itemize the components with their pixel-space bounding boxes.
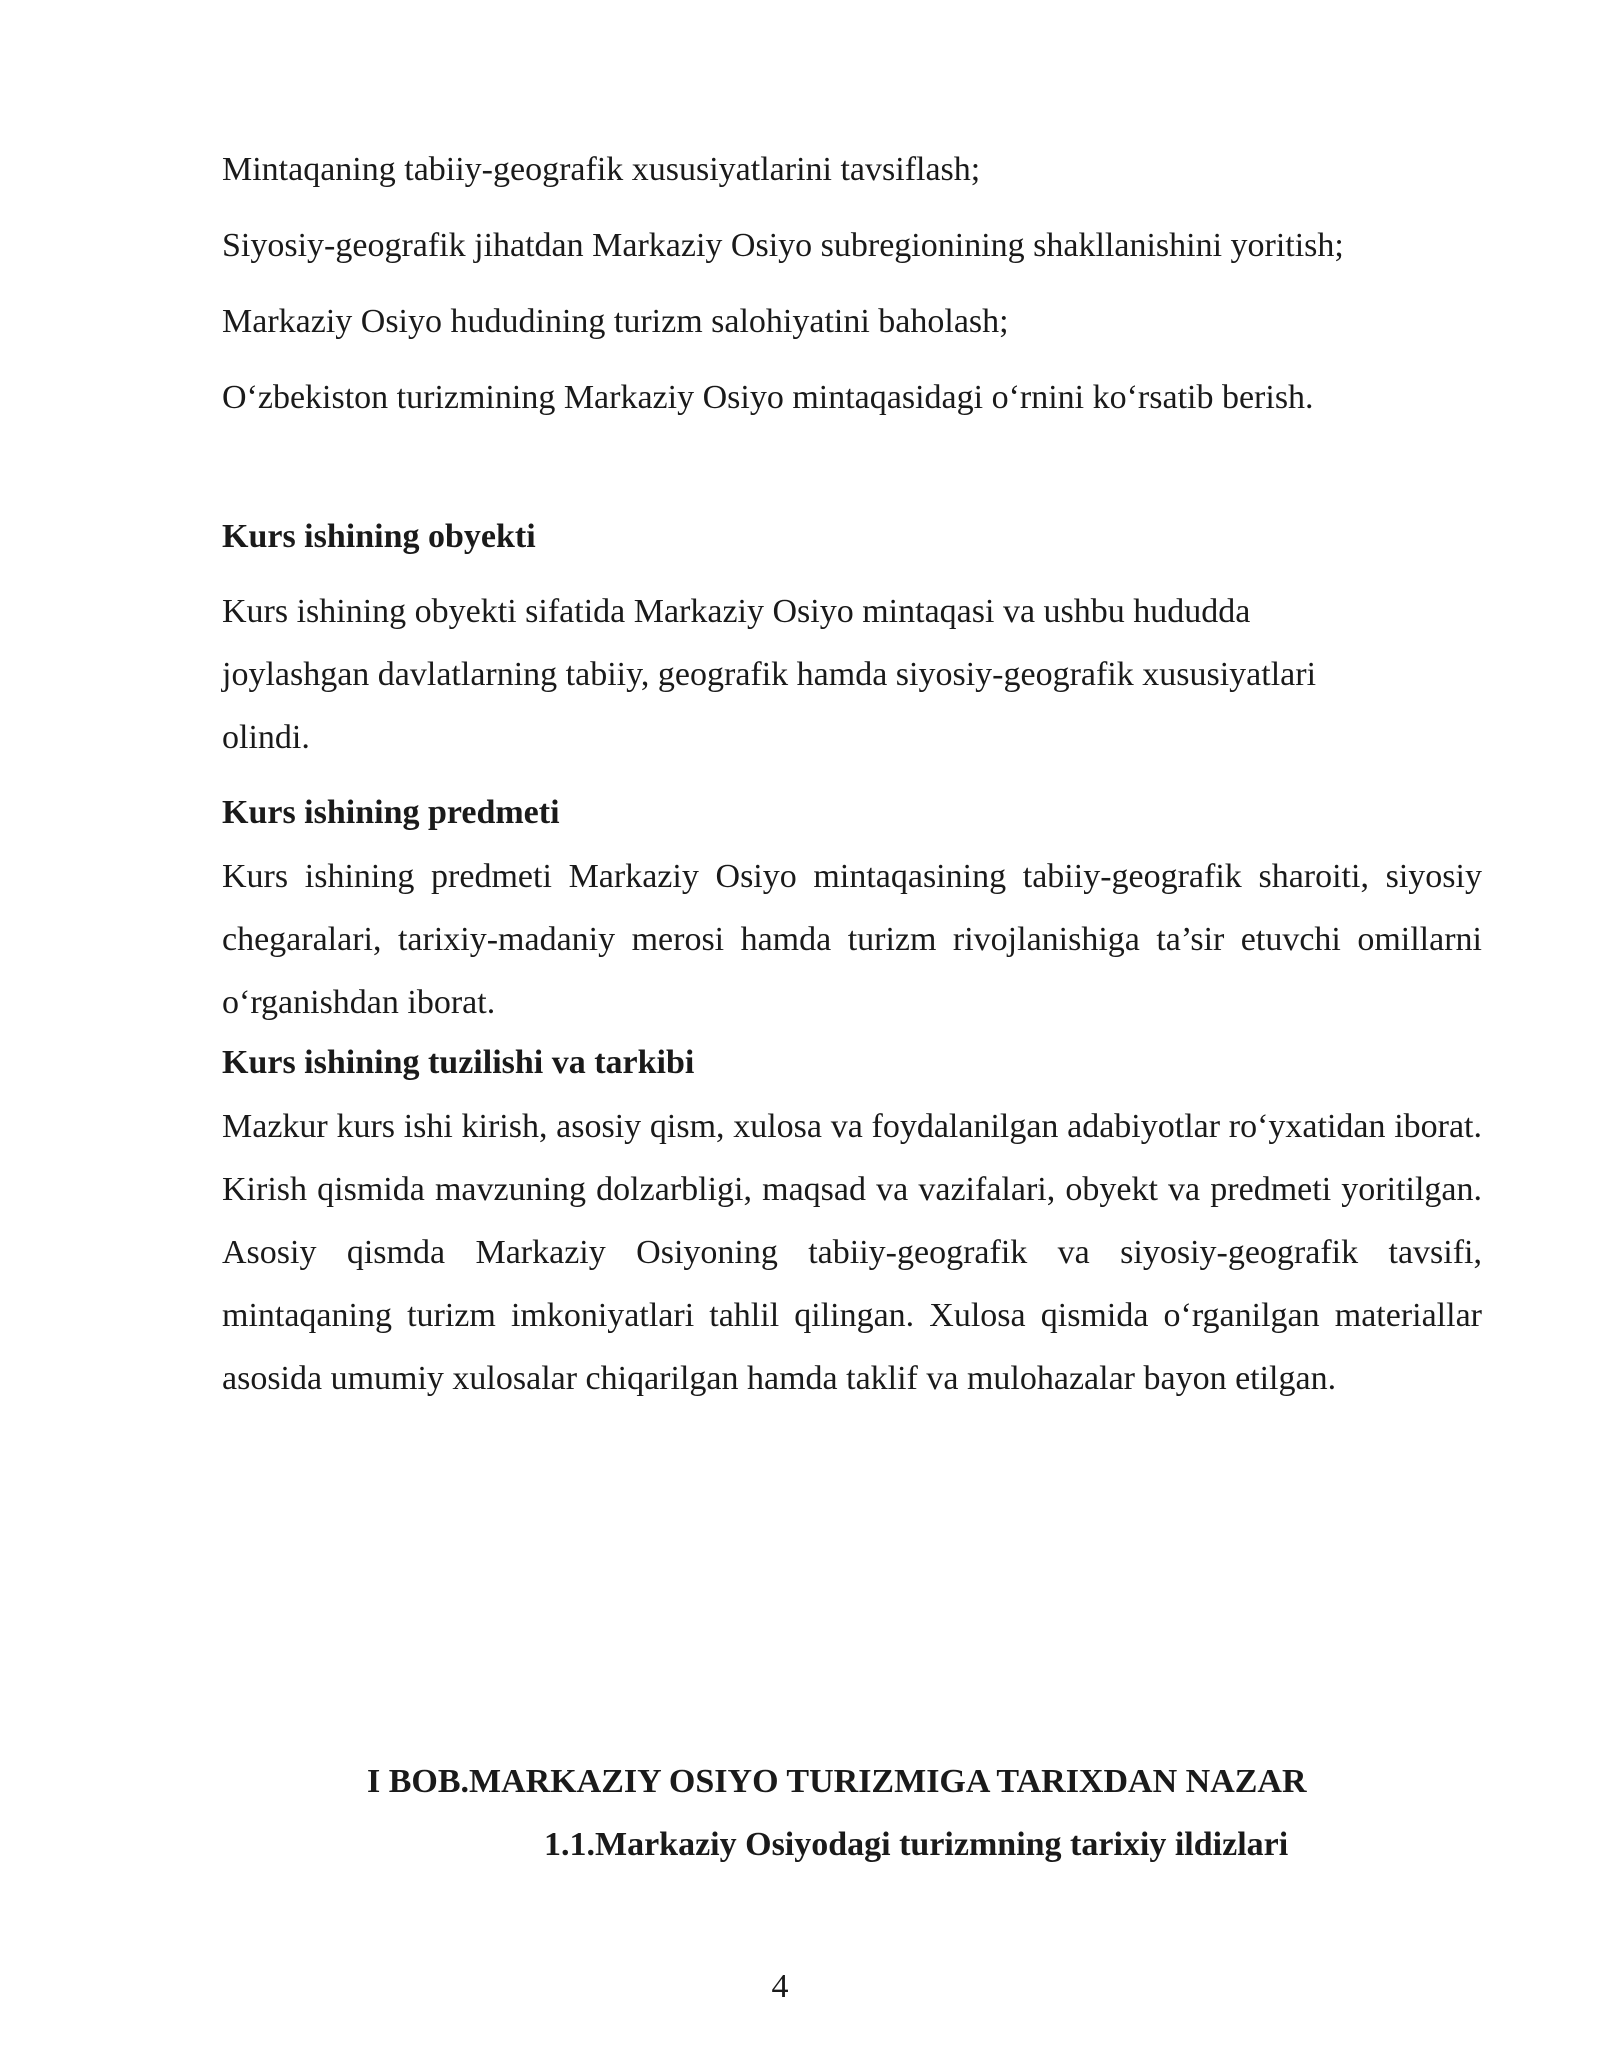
object-line-2: joylashgan davlatlarning tabiiy, geografik hamda siyosiy-geografik xususiyatlari — [222, 656, 1317, 693]
object-line-3: olindi. — [222, 719, 310, 756]
structure-heading: Kurs ishining tuzilishi va tarkibi — [222, 1044, 695, 1081]
subject-heading: Kurs ishining predmeti — [222, 794, 560, 831]
task-line-1: Mintaqaning tabiiy-geografik xususiyatlarini tavsiflash; — [222, 151, 981, 188]
subject-paragraph: Kurs ishining predmeti Markaziy Osiyo mintaqasining tabiiy-geografik sharoiti, siyosiy chegaralari, tarixiy-madaniy merosi hamda turizm rivojlanishiga ta’sir etuvchi omillarni o‘rganishdan iborat. — [222, 858, 1482, 1021]
section-title: 1.1.Markaziy Osiyodagi turizmning tarixiy ildizlari — [544, 1826, 1289, 1863]
task-line-4: O‘zbekiston turizmining Markaziy Osiyo mintaqasidagi o‘rnini ko‘rsatib berish. — [222, 379, 1314, 416]
page-number: 4 — [771, 1968, 789, 2005]
task-line-2: Siyosiy-geografik jihatdan Markaziy Osiyo subregionining shakllanishini yoritish; — [222, 227, 1344, 264]
task-line-3: Markaziy Osiyo hududining turizm salohiyatini baholash; — [222, 303, 1009, 340]
structure-paragraph: Mazkur kurs ishi kirish, asosiy qism, xulosa va foydalanilgan adabiyotlar ro‘yxatidan iborat. Kirish qismida mavzuning dolzarbligi, maqsad va vazifalari, obyekt va predmeti yoritilgan. Asosiy qismda Markaziy Osiyoning tabiiy-geografik va siyosiy-geografik tavsifi, mintaqaning turizm imkoniyatlari tahlil qilingan. Xulosa qismida o‘rganilgan materiallar asosida umumiy xulosalar chiqarilgan hamda taklif va mulohazalar bayon etilgan. — [222, 1108, 1482, 1397]
object-line-1: Kurs ishining obyekti sifatida Markaziy Osiyo mintaqasi va ushbu hududda — [222, 593, 1251, 630]
chapter-title: I BOB.MARKAZIY OSIYO TURIZMIGA TARIXDAN NAZAR — [367, 1763, 1307, 1800]
object-heading: Kurs ishining obyekti — [222, 518, 536, 555]
